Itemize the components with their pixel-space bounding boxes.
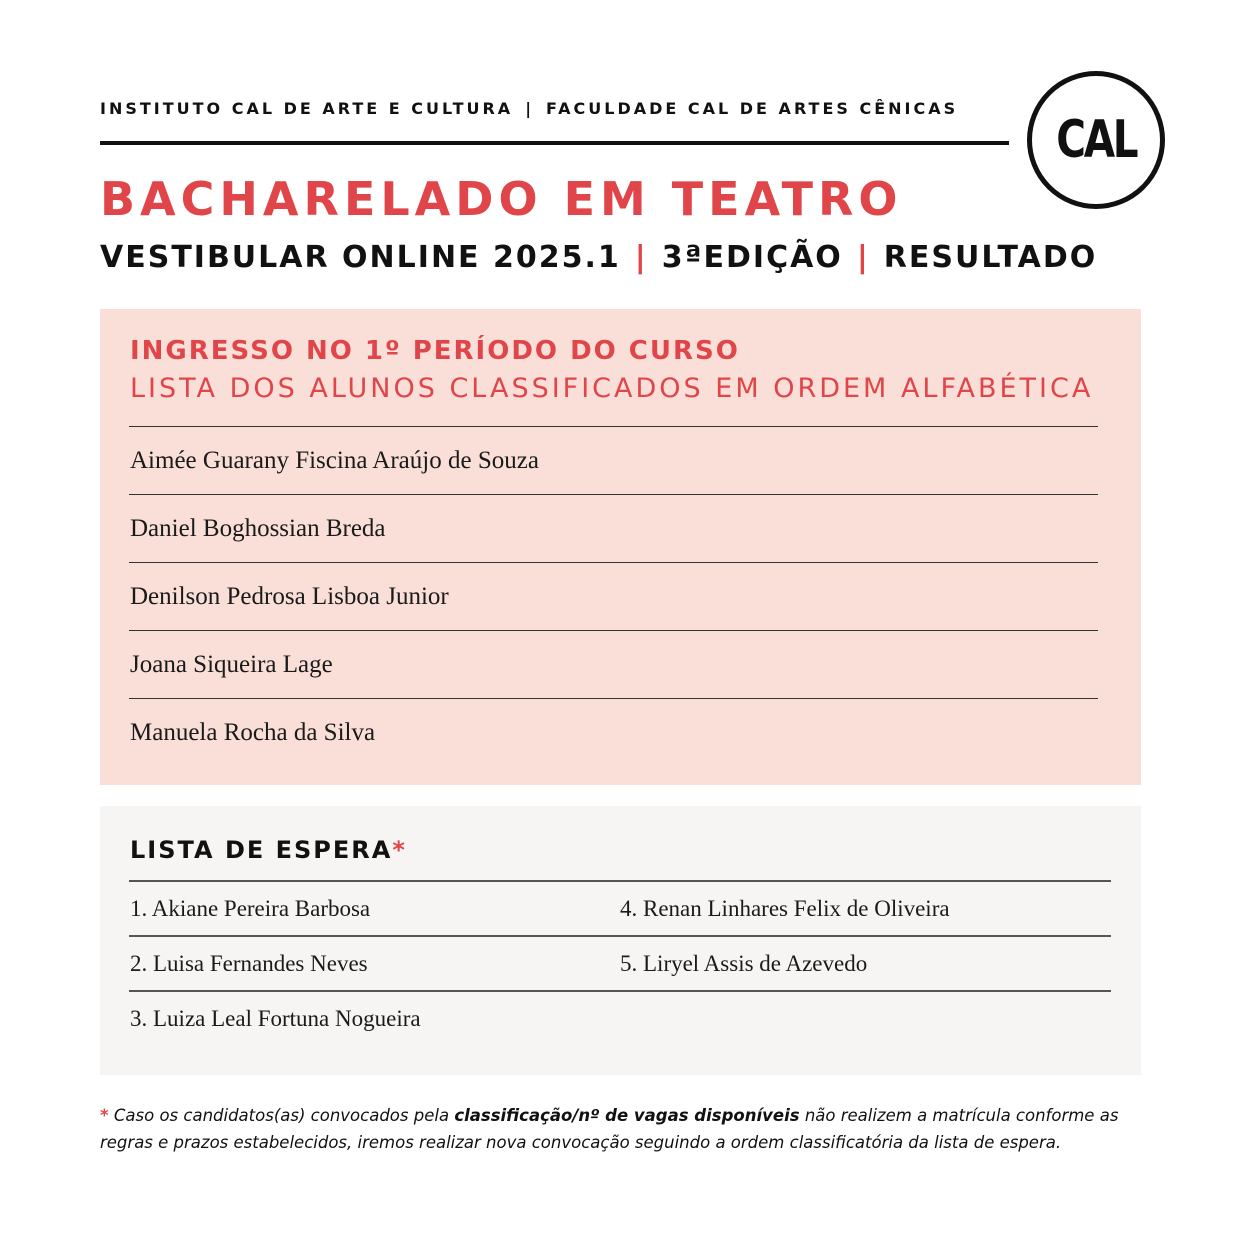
list-item: Daniel Boghossian Breda xyxy=(129,494,1098,562)
list-item: 4. Renan Linhares Felix de Oliveira xyxy=(620,896,950,921)
waitlist-heading xyxy=(130,836,407,864)
list-item: 1. Akiane Pereira Barbosa xyxy=(130,896,371,921)
waitlist-panel xyxy=(100,806,1141,1075)
list-item: 5. Liryel Assis de Azevedo xyxy=(620,951,868,976)
list-item: Manuela Rocha da Silva xyxy=(129,698,1098,766)
waitlist-heading-text: LISTA DE ESPERA xyxy=(130,836,393,864)
header-rule xyxy=(100,141,1009,145)
list-item: 2. Luisa Fernandes Neves xyxy=(130,951,368,976)
subtitle-separator: | xyxy=(634,240,648,275)
subtitle-edition: 3ªEDIÇÃO xyxy=(661,240,843,275)
subtitle-result: RESULTADO xyxy=(883,240,1098,275)
classified-list xyxy=(129,426,1098,766)
footnote-text-after: não realizem a matrícula conforme as regras e prazos estabelecidos, iremos realizar nova convocação seguindo a ordem classificatória da lista de espera. xyxy=(100,1106,1119,1152)
list-item: Joana Siqueira Lage xyxy=(129,630,1098,698)
footnote-bold: classificação/nº de vagas disponíveis xyxy=(454,1106,800,1125)
subtitle-exam: VESTIBULAR ONLINE 2025.1 xyxy=(100,240,621,275)
cal-logo xyxy=(1027,71,1165,209)
waitlist-rule xyxy=(129,935,1111,937)
asterisk-mark: * xyxy=(100,1106,109,1125)
asterisk-mark: * xyxy=(392,836,407,864)
footnote xyxy=(100,1102,1150,1156)
institution-left: INSTITUTO CAL DE ARTE E CULTURA xyxy=(100,99,514,118)
institution-right: FACULDADE CAL DE ARTES CÊNICAS xyxy=(546,99,959,118)
classified-heading: INGRESSO NO 1º PERÍODO DO CURSO xyxy=(130,336,740,366)
list-item: Denilson Pedrosa Lisboa Junior xyxy=(129,562,1098,630)
subtitle-separator: | xyxy=(856,240,870,275)
classified-panel xyxy=(100,309,1141,785)
institution-separator: | xyxy=(525,99,535,118)
waitlist-rule xyxy=(129,990,1111,992)
waitlist-rule xyxy=(129,880,1111,882)
exam-subtitle xyxy=(100,240,1097,275)
list-item: Aimée Guarany Fiscina Araújo de Souza xyxy=(129,426,1098,494)
list-item: 3. Luiza Leal Fortuna Nogueira xyxy=(130,1006,421,1031)
footnote-text-before: Caso os candidatos(as) convocados pela xyxy=(108,1106,455,1125)
classified-subheading: LISTA DOS ALUNOS CLASSIFICADOS EM ORDEM ALFABÉTICA xyxy=(130,373,1094,404)
institution-line xyxy=(100,99,958,118)
course-title: BACHARELADO EM TEATRO xyxy=(100,172,903,226)
logo-text: CAL xyxy=(1055,110,1136,170)
